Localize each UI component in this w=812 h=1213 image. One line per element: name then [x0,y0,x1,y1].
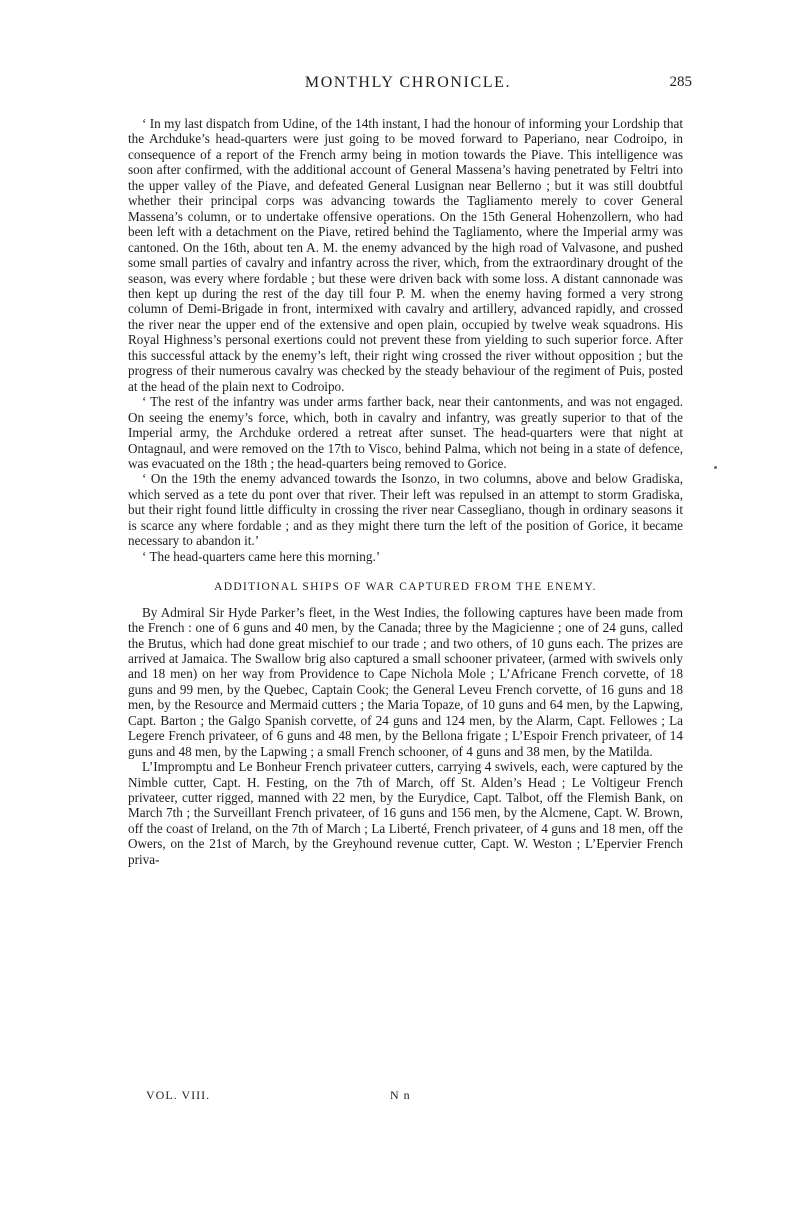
captures-paragraph-2: L’Impromptu and Le Bonheur French privateer cutters, carrying 4 swivels, each, were captured by the Nimble cutter, Capt. H. Festing, on the 7th of March, off St. Alden’s Head ; Le Voltigeur French privateer, cutter rigged, manned with 22 men, by the Eurydice, Capt. Talbot, off the Flemish Bank, on March 7th ; the Surveillant French privateer, of 16 guns and 156 men, by the Alcmene, Capt. W. Brown, off the coast of Ireland, on the 7th of March ; La Liberté, French privateer, of 4 guns and 18 men, off the Owers, on the 21st of March, by the Greyhound revenue cutter, Capt. W. Weston ; L’Epervier French priva- [128,759,683,867]
section-heading: ADDITIONAL SHIPS OF WAR CAPTURED FROM THE ENEMY. [214,581,597,594]
dispatch-paragraph-2: ‘ The rest of the infantry was under arms farther back, near their cantonments, and was not engaged. On seeing the enemy’s force, which, both in cavalry and infantry, was greatly superior to that of the Imperial army, the Archduke ordered a retreat after sunset. The head-quarters were that night at Ontagnaul, and were removed on the 17th to Visco, behind Palma, which not being in a state of defence, was evacuated on the 18th ; the head-quarters being removed to Gorice. [128,394,683,471]
dispatch-paragraph-1: ‘ In my last dispatch from Udine, of the 14th instant, I had the honour of informing your Lordship that the Archduke’s head-quarters were just going to be moved forward to Paperiano, near Codroipo, in consequence of a report of the French army being in motion towards the Piave. This intelligence was soon after confirmed, with the additional account of General Massena’s having penetrated by Feltri into the upper valley of the Piave, and defeated General Lusignan near Bellerno ; but it was still doubtful whether their principal corps was advancing towards the Tagliamento merely to cover General Massena’s column, or to undertake offensive operations. On the 15th General Hohenzollern, who had been left with a detachment on the Piave, retired behind the Tagliamento, where the Imperial army was cantoned. On the 16th, about ten A. M. the enemy advanced by the high road of Valvasone, and pushed some small parties of cavalry and infantry across the river, which, from the extraordinary drought of the season, was every where fordable ; but these were driven back with some loss. A distant cannonade was then kept up during the rest of the day till four P. M. when the enemy having formed a very strong column of Demi-Brigade in front, intermixed with cavalry and artillery, advanced rapidly, and crossed the river near the upper end of the extensive and open plain, occupied by twelve weak squadrons. His Royal Highness’s personal exertions could not prevent these from yielding to such superior force. After this successful attack by the enemy’s left, their right wing crossed the river without opposition ; but the progress of their numerous cavalry was checked by the steady behaviour of the regiment of Puis, posted at the head of the plain next to Codroipo. [128,116,683,394]
margin-mark [714,466,717,469]
signature-mark: N n [390,1088,411,1102]
captures-paragraph-1: By Admiral Sir Hyde Parker’s fleet, in the West Indies, the following captures have been made from the French : one of 6 guns and 40 men, by the Canada; three by the Magicienne ; one of 24 guns, called the Brutus, which had done great mischief to our trade ; and two others, of 10 guns each. The prizes are arrived at Jamaica. The Swallow brig also captured a small schooner privateer, (armed with swivels only and 18 men) on her way from Providence to Cape Nichola Mole ; L’Africane French corvette, of 18 guns and 99 men, by the Quebec, Captain Cook; the General Leveu French corvette, of 16 guns and 18 men, by the Resource and Mermaid cutters ; the Maria Topaze, of 10 guns and 64 men, by the Lapwing, Capt. Barton ; the Galgo Spanish corvette, of 24 guns and 124 men, by the Alarm, Capt. Fellowes ; La Legere French privateer, of 6 guns and 48 men, by the Bellona frigate ; L’Espoir French privateer, of 14 guns and 48 men, by the Lapwing ; a small French schooner, of 4 guns and 38 men, by the Matilda. [128,604,683,759]
running-head [130,74,692,98]
page-footer [146,1088,476,1106]
dispatch-paragraph-4: ‘ The head-quarters came here this morning.’ [142,548,381,564]
volume-label: VOL. VIII. [146,1088,211,1102]
running-title: MONTHLY CHRONICLE. [304,74,512,91]
page-number: 285 [669,74,692,90]
dispatch-paragraph-3: ‘ On the 19th the enemy advanced towards the Isonzo, in two columns, above and below Gradiska, which served as a tete du pont over that river. Their left was repulsed in an attempt to storm Gradiska, but their right found little difficulty in crossing the river near Cassegliano, though in ordinary seasons it is scarce any where fordable ; and as they might there turn the left of the position of Gorice, it became necessary to abandon it.’ [128,471,683,549]
article-body [128,116,683,867]
